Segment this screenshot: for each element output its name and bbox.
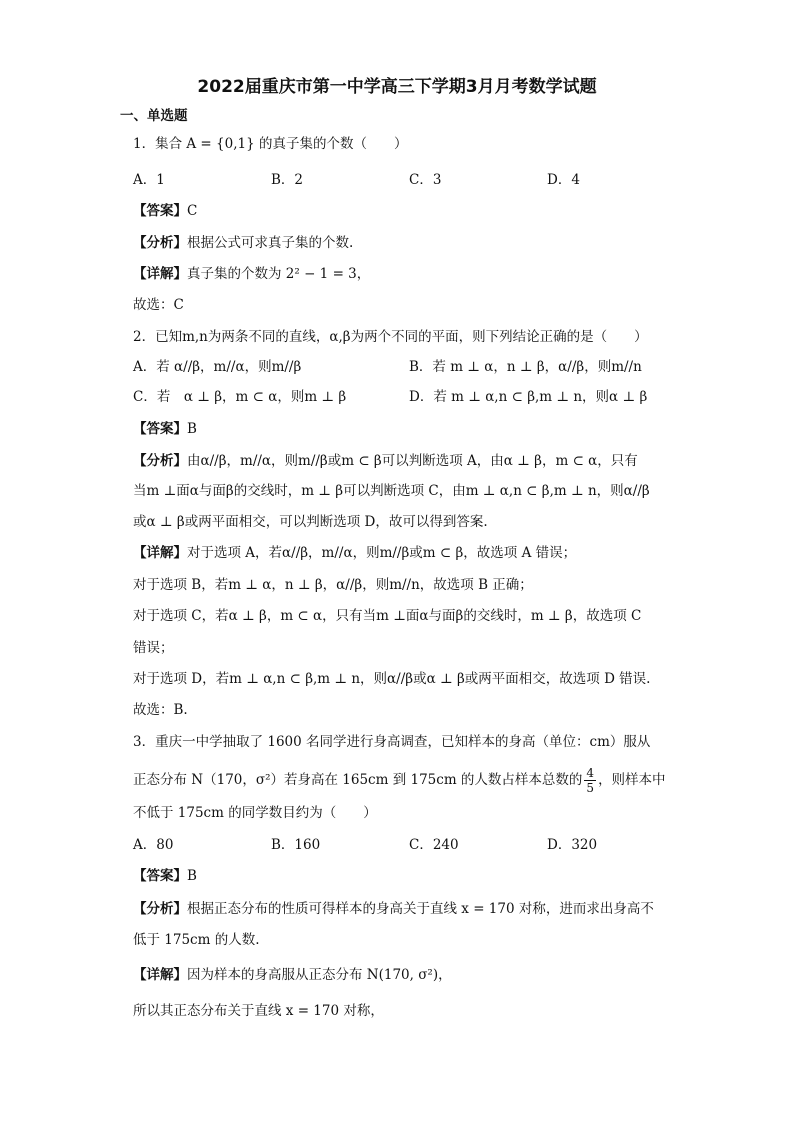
analysis-tag: 【分析】: [133, 901, 187, 917]
q1-detail: [133, 264, 370, 284]
q3-analysis-line-1: [133, 899, 654, 919]
q3-stem-mid-pre: 正态分布 N（170，σ²）若身高在 165cm 到 175cm 的人数占样本总数的: [133, 772, 583, 788]
q2-detail-line-2: 对于选项 B，若m ⊥ α，n ⊥ β，α//β，则m//n，故选项 B 正确；: [133, 577, 533, 593]
q1-analysis: [133, 233, 353, 253]
q2-option-a: A．若 α//β，m//α，则m//β: [133, 359, 302, 375]
q2-detail-line-5: 对于选项 D，若m ⊥ α,n ⊂ β,m ⊥ n，则α//β或α ⊥ β或两平面相交，故选项 D 错误.: [133, 671, 651, 687]
q1-stem: 1．集合 A = {0,1} 的真子集的个数（ ）: [133, 136, 408, 152]
detail-text: 对于选项 A，若α//β，m//α，则m//β或m ⊂ β，故选项 A 错误；: [187, 545, 577, 561]
q2-detail-line-3: 对于选项 C，若α ⊥ β，m ⊂ α，只有当m ⊥面α与面β的交线时，m ⊥ β，故选项 C: [133, 608, 642, 624]
answer-text: C: [187, 203, 198, 219]
q3-option-a: A．80: [133, 837, 174, 853]
q3-stem-line-1: 3．重庆一中学抽取了 1600 名同学进行身高调查，已知样本的身高（单位：cm）服从: [133, 734, 651, 750]
q2-option-b: B．若 m ⊥ α，n ⊥ β，α//β，则m//n: [409, 359, 642, 375]
q3-detail-line-2: 所以其正态分布关于直线 x = 170 对称，: [133, 1003, 384, 1019]
answer-tag: 【答案】: [133, 203, 187, 219]
q3-answer: [133, 866, 197, 886]
q2-detail-line-4: 错误；: [133, 640, 174, 656]
detail-tag: 【详解】: [133, 266, 187, 282]
q2-option-c: C．若 α ⊥ β，m ⊂ α，则m ⊥ β: [133, 389, 347, 405]
analysis-text: 由α//β，m//α，则m//β或m ⊂ β可以判断选项 A，由α ⊥ β，m ⊂ α，只有: [187, 453, 638, 469]
q2-detail-line-1: [133, 543, 576, 563]
q2-analysis-line-3: 或α ⊥ β或两平面相交，可以判断选项 D，故可以得到答案.: [133, 514, 488, 530]
analysis-tag: 【分析】: [133, 235, 187, 251]
q1-answer: [133, 201, 197, 221]
detail-text: 真子集的个数为 2² − 1 = 3，: [187, 266, 371, 282]
q3-option-b: B．160: [271, 837, 321, 853]
q3-detail: [133, 965, 452, 985]
analysis-text: 根据公式可求真子集的个数.: [187, 235, 354, 251]
analysis-text: 根据正态分布的性质可得样本的身高关于直线 x = 170 对称，进而求出身高不: [187, 901, 654, 917]
q3-option-c: C．240: [409, 837, 459, 853]
q3-stem-line-3: 不低于 175cm 的同学数目约为（ ）: [133, 805, 377, 821]
section-heading: 一、单选题: [120, 108, 188, 124]
q1-choice: 故选：C: [133, 297, 184, 313]
q3-analysis-line-2: 低于 175cm 的人数.: [133, 932, 260, 948]
answer-tag: 【答案】: [133, 421, 187, 437]
answer-text: B: [187, 421, 197, 437]
q1-option-a: A．1: [133, 172, 165, 188]
q2-answer: [133, 419, 197, 439]
fraction: [584, 766, 596, 795]
detail-tag: 【详解】: [133, 545, 187, 561]
q2-stem: 2．已知m,n为两条不同的直线，α,β为两个不同的平面，则下列结论正确的是（ ）: [133, 329, 648, 345]
q1-option-b: B．2: [271, 172, 304, 188]
q1-option-c: C．3: [409, 172, 442, 188]
fraction-numerator: 4: [586, 766, 595, 780]
analysis-tag: 【分析】: [133, 453, 187, 469]
q2-analysis-line-1: [133, 451, 638, 471]
q2-detail-line-6: 故选：B.: [133, 702, 188, 718]
q3-stem-mid-post: ，则样本中: [598, 772, 666, 788]
q3-stem-line-2: [133, 765, 666, 795]
answer-text: B: [187, 868, 197, 884]
page-title: 2022届重庆市第一中学高三下学期3月月考数学试题: [197, 77, 597, 97]
detail-text: 因为样本的身高服从正态分布 N(170, σ²)，: [187, 967, 452, 983]
detail-tag: 【详解】: [133, 967, 187, 983]
fraction-denominator: 5: [586, 781, 595, 795]
q2-option-d: D．若 m ⊥ α,n ⊂ β,m ⊥ n，则α ⊥ β: [409, 389, 648, 405]
q3-option-d: D．320: [547, 837, 598, 853]
q1-option-d: D．4: [547, 172, 580, 188]
answer-tag: 【答案】: [133, 868, 187, 884]
q2-analysis-line-2: 当m ⊥面α与面β的交线时，m ⊥ β可以判断选项 C，由m ⊥ α,n ⊂ β,m ⊥ n，则α//β: [133, 483, 650, 499]
